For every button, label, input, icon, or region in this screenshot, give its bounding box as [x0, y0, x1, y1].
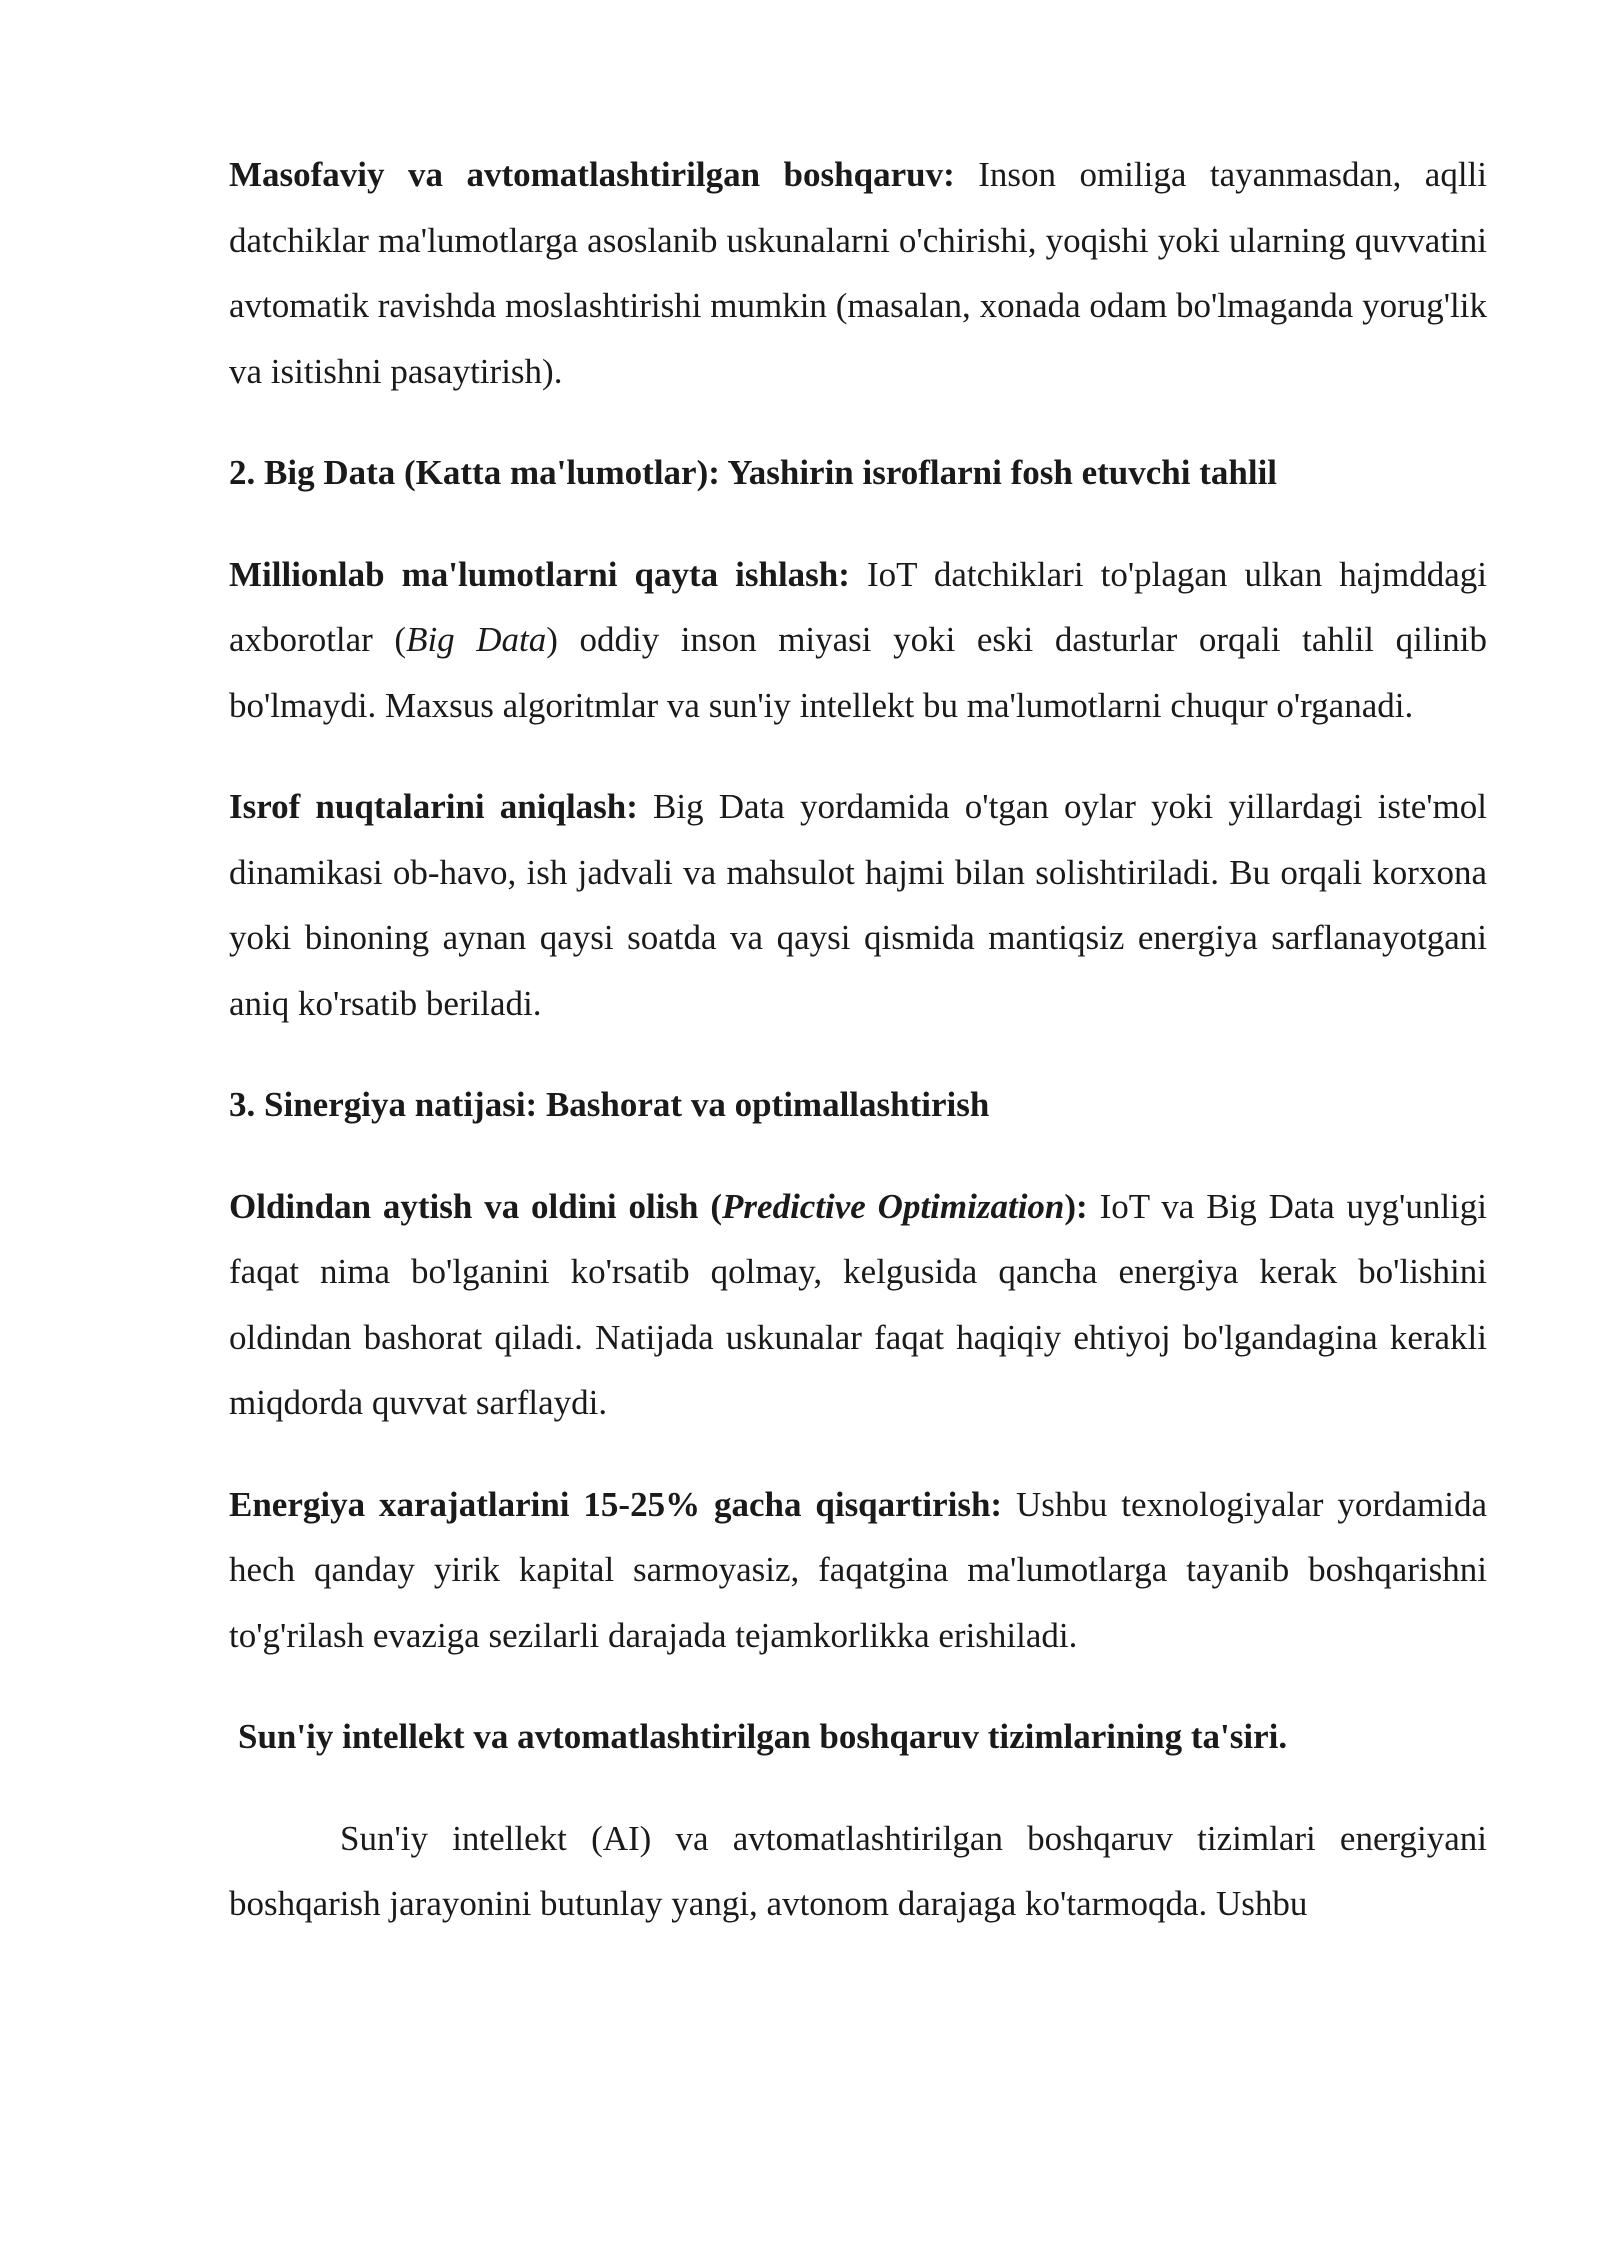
paragraph-lead-part: ):: [1064, 1186, 1088, 1226]
paragraph-ai-intro: Sun'iy intellekt (AI) va avtomatlashtirilgan boshqaruv tizimlari energiyani boshqarish jarayonini butunlay yangi, avtonom darajaga ko'tarmoqda. Ushbu: [229, 1818, 1487, 1923]
paragraph-text: Big Data yordamida o'tgan oylar yoki yillardagi iste'mol dinamikasi ob-havo, ish jadvali va mahsulot hajmi bilan solishtiriladi. Bu orqali korxona yoki binoning aynan qaysi soatda va qaysi qismida mantiqsiz energiya sarflanayotgani aniq ko'rsatib beriladi.: [229, 787, 1487, 1023]
paragraph-lead: Masofaviy va avtomatlashtirilgan boshqaruv:: [229, 155, 955, 194]
paragraph-predictive: [229, 1174, 1487, 1436]
paragraph-lead: [229, 1187, 1088, 1226]
paragraph-lead: Isrof nuqtalarini aniqlash:: [229, 787, 638, 826]
section-heading-synergy: 3. Sinergiya natijasi: Bashorat va optimallashtirish: [229, 1085, 990, 1124]
paragraph-lead-part: Oldindan aytish va oldini olish (: [229, 1186, 723, 1226]
paragraph-italic-term: Big Data: [406, 620, 547, 659]
paragraph-lead: Energiya xarajatlarini 15-25% gacha qisqartirish:: [229, 1484, 1003, 1524]
paragraph-text: Inson omiliga tayanmasdan, aqlli datchiklar ma'lumotlarga asoslanib uskunalarni o'chirishi, yoqishi yoki ularning quvvatini avtomatik ravishda moslashtirishi mumkin (masalan, xonada odam bo'lmaganda yorug'lik va isitishni pasaytirish).: [229, 155, 1487, 391]
paragraph-text: IoT datchiklari to'plagan ulkan hajmddagi axborotlar (: [229, 554, 1487, 659]
paragraph-waste-points: [229, 774, 1487, 1036]
paragraph-lead: Millionlab ma'lumotlarni qayta ishlash:: [229, 554, 850, 594]
paragraph-lead-italic: Predictive Optimization: [722, 1186, 1065, 1226]
paragraph-cost-reduction: [229, 1472, 1487, 1669]
paragraph-text: IoT va Big Data uyg'unligi faqat nima bo'lganini ko'rsatib qolmay, kelgusida qancha energiya kerak bo'lishini oldindan bashorat qiladi. Natijada uskunalar faqat haqiqiy ehtiyoj bo'lgandagina kerakli miqdorda quvvat sarflaydi.: [229, 1186, 1487, 1422]
paragraph-text: ) oddiy inson miyasi yoki eski dasturlar orqali tahlil qilinib bo'lmaydi. Maxsus algoritmlar va sun'iy intellekt bu ma'lumotlarni chuqur o'rganadi.: [229, 620, 1487, 725]
document-page: [229, 142, 1487, 1973]
section-heading-ai: Sun'iy intellekt va avtomatlashtirilgan boshqaruv tizimlarining ta'siri.: [238, 1717, 1288, 1756]
paragraph-remote-control: [229, 142, 1487, 404]
section-heading-big-data: 2. Big Data (Katta ma'lumotlar): Yashirin isroflarni fosh etuvchi tahlil: [229, 453, 1278, 492]
paragraph-processing: [229, 542, 1487, 739]
paragraph-text: Ushbu texnologiyalar yordamida hech qanday yirik kapital sarmoyasiz, faqatgina ma'lumotlarga tayanib boshqarishni to'g'rilash evaziga sezilarli darajada tejamkorlikka erishiladi.: [229, 1484, 1488, 1655]
